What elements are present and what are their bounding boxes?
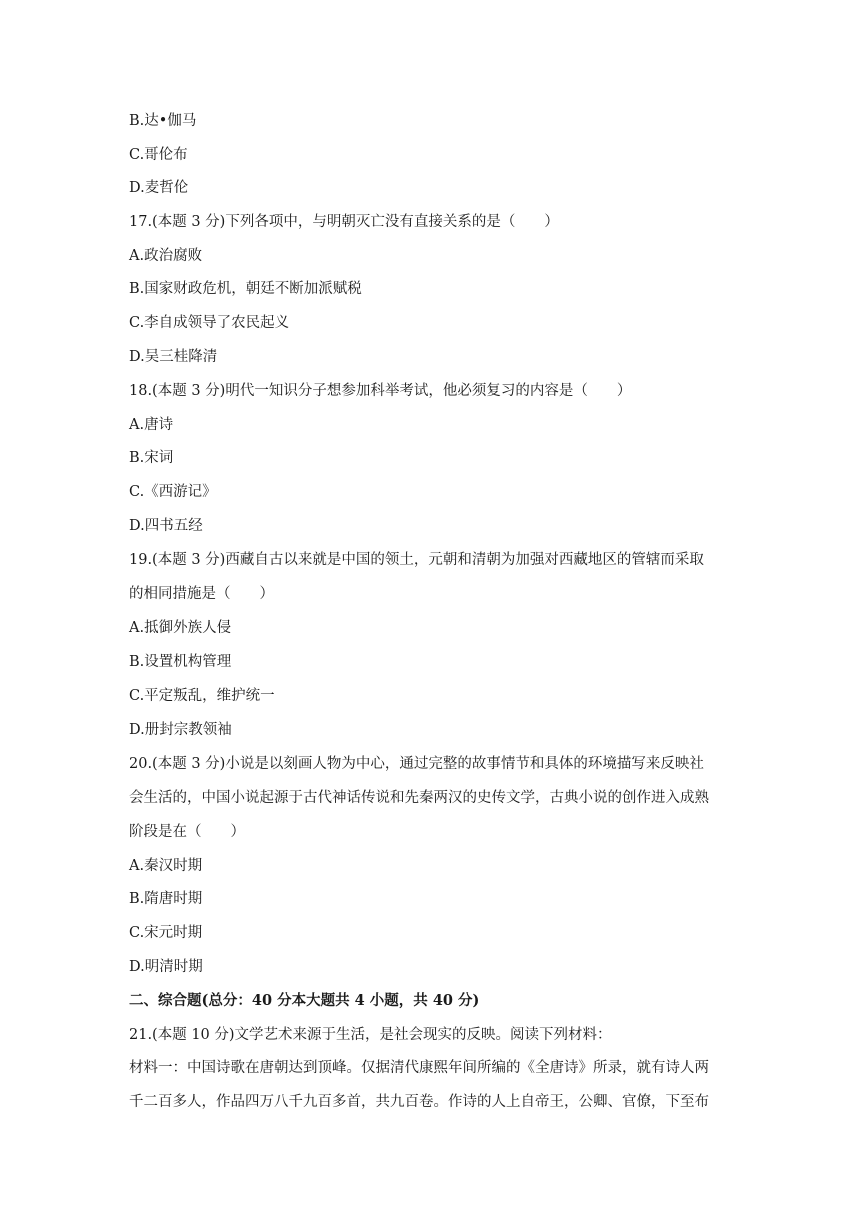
option-17-a: A.政治腐败	[129, 248, 203, 264]
question-20-line-3: 阶段是在（ ）	[129, 824, 245, 840]
question-20-line-1: 20.(本题 3 分)小说是以刻画人物为中心，通过完整的故事情节和具体的环境描写来反映社	[129, 756, 704, 772]
option-16-c: C.哥伦布	[129, 147, 188, 163]
option-20-d: D.明清时期	[129, 959, 203, 975]
question-21: 21.(本题 10 分)文学艺术来源于生活，是社会现实的反映。阅读下列材料：	[129, 1027, 612, 1043]
option-19-c: C.平定叛乱，维护统一	[129, 688, 275, 704]
option-20-b: B.隋唐时期	[129, 891, 203, 907]
option-16-d: D.麦哲伦	[129, 180, 189, 196]
option-20-a: A.秦汉时期	[129, 858, 203, 874]
option-17-c: C.李自成领导了农民起义	[129, 315, 290, 331]
question-18: 18.(本题 3 分)明代一知识分子想参加科举考试，他必须复习的内容是（ ）	[129, 383, 632, 399]
option-18-c: C.《西游记》	[129, 484, 217, 500]
material-1-line-1: 材料一：中国诗歌在唐朝达到顶峰。仅据清代康熙年间所编的《全唐诗》所录，就有诗人两	[129, 1060, 709, 1076]
option-19-a: A.抵御外族人侵	[129, 620, 232, 636]
option-16-b: B.达•伽马	[129, 113, 197, 129]
option-18-b: B.宋词	[129, 450, 174, 466]
option-18-d: D.四书五经	[129, 518, 203, 534]
material-1-line-2: 千二百多人，作品四万八千九百多首，共九百卷。作诗的人上自帝王，公卿、官僚，下至布	[129, 1094, 709, 1110]
option-19-b: B.设置机构管理	[129, 654, 232, 670]
section-heading: 二、综合题(总分：40 分本大题共 4 小题，共 40 分)	[129, 992, 480, 1009]
question-17: 17.(本题 3 分)下列各项中，与明朝灭亡没有直接关系的是（ ）	[129, 214, 559, 230]
question-20-line-2: 会生活的，中国小说起源于古代神话传说和先秦两汉的史传文学，古典小说的创作进入成熟	[129, 790, 709, 806]
option-18-a: A.唐诗	[129, 417, 174, 433]
option-17-b: B.国家财政危机，朝廷不断加派赋税	[129, 281, 362, 297]
question-19-line-1: 19.(本题 3 分)西藏自古以来就是中国的领土，元朝和清朝为加强对西藏地区的管辖而采取	[129, 552, 704, 568]
option-19-d: D.册封宗教领袖	[129, 722, 232, 738]
question-19-line-2: 的相同措施是（ ）	[129, 586, 274, 602]
option-17-d: D.吴三桂降清	[129, 349, 218, 365]
option-20-c: C.宋元时期	[129, 925, 203, 941]
